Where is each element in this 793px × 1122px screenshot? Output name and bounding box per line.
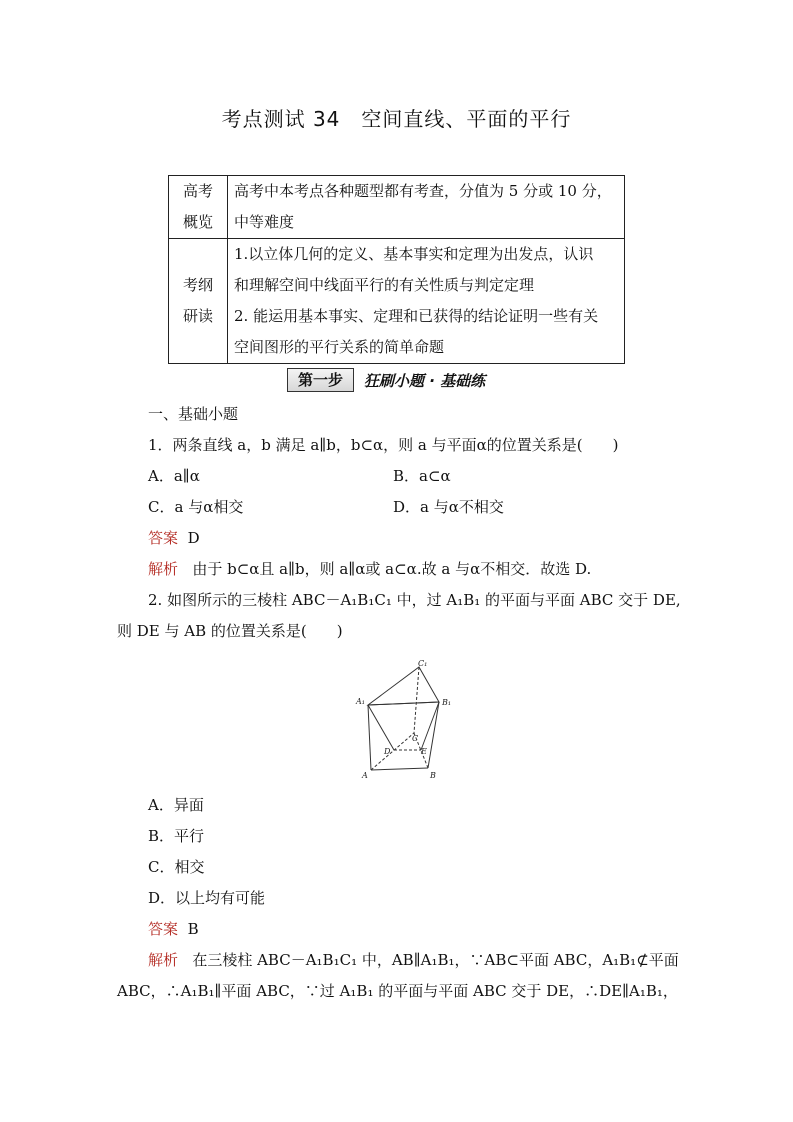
analysis-text: 由于 b⊂α且 a∥b，则 a∥α或 a⊂α.故 a 与α不相交．故选 D. — [192, 560, 592, 578]
row-content-line: 中等难度 — [234, 213, 295, 231]
exam-overview-table — [168, 175, 625, 364]
answer-label: 答案 — [148, 920, 179, 938]
edge-ab — [371, 768, 428, 770]
row-content — [228, 176, 625, 239]
question-2-stem-line-2: 则 DE 与 AB 的位置关系是( ) — [117, 622, 343, 640]
label-c: C — [412, 734, 419, 743]
edge-b1b — [428, 702, 439, 768]
label-a: A — [362, 771, 368, 780]
label-c1: C₁ — [418, 659, 428, 668]
label-b: B — [430, 771, 436, 780]
row-header-line: 考纲 — [182, 276, 213, 294]
row-content-line: 和理解空间中线面平行的有关性质与判定定理 — [234, 276, 535, 294]
section-heading: 一、基础小题 — [148, 405, 239, 423]
question-2-answer — [148, 919, 199, 939]
step-text: 狂刷小题 · 基础练 — [364, 371, 486, 390]
question-2-option-c: C．相交 — [148, 858, 205, 876]
answer-value: D — [187, 529, 200, 547]
row-header — [169, 176, 228, 239]
row-content-line: 高考中本考点各种题型都有考查，分值为 5 分或 10 分， — [234, 182, 612, 200]
segment-a1d — [368, 705, 394, 750]
question-1-stem: 1．两条直线 a，b 满足 a∥b，b⊂α，则 a 与平面α的位置关系是( ) — [148, 436, 619, 454]
step-banner — [287, 368, 485, 392]
edge-a1b1 — [368, 702, 439, 705]
label-a1: A₁ — [356, 697, 365, 706]
question-2-analysis-line-2: ABC，∴A₁B₁∥平面 ABC，∵过 A₁B₁ 的平面与平面 ABC 交于 DE，∴DE∥A₁B₁， — [117, 982, 678, 1000]
answer-label: 答案 — [148, 529, 179, 547]
row-content-line: 1.以立体几何的定义、基本事实和定理为出发点，认识 — [234, 245, 594, 263]
answer-value: B — [187, 920, 199, 938]
question-2-option-b: B．平行 — [148, 827, 205, 845]
question-2-option-a: A．异面 — [148, 796, 204, 814]
question-1-answer — [148, 528, 200, 548]
edge-ac — [371, 733, 414, 770]
question-1-analysis — [148, 559, 591, 579]
analysis-text: 在三棱柱 ABC－A₁B₁C₁ 中，AB∥A₁B₁，∵AB⊂平面 ABC，A₁B₁⊄平面 — [192, 951, 679, 969]
label-d: D — [384, 747, 391, 756]
question-1-option-b: B．a⊂α — [393, 467, 451, 485]
edge-a1a — [368, 705, 371, 770]
row-content-line: 空间图形的平行关系的简单命题 — [234, 338, 445, 356]
row-content-line: 2. 能运用基本事实、定理和已获得的结论证明一些有关 — [234, 307, 599, 325]
row-header-line: 高考 — [182, 182, 213, 200]
row-header-line: 概览 — [182, 213, 213, 231]
triangular-prism-figure — [355, 655, 465, 780]
step-label: 第一步 — [287, 368, 354, 392]
analysis-label: 解析 — [148, 951, 179, 969]
analysis-label: 解析 — [148, 560, 179, 578]
label-e: E — [421, 747, 427, 756]
label-b1: B₁ — [442, 698, 452, 707]
question-2-analysis-line-1 — [148, 950, 679, 970]
question-2-option-d: D．以上均有可能 — [148, 889, 266, 907]
question-1-option-a: A．a∥α — [148, 467, 200, 485]
segment-b1e — [421, 702, 439, 750]
question-1-option-c: C．a 与α相交 — [148, 498, 244, 516]
table-row — [169, 176, 625, 239]
question-2-stem-line-1: 2. 如图所示的三棱柱 ABC－A₁B₁C₁ 中，过 A₁B₁ 的平面与平面 ABC 交于 DE, — [148, 591, 681, 609]
question-1-option-d: D．a 与α不相交 — [393, 498, 504, 516]
page-title: 考点测试 34 空间直线、平面的平行 — [221, 107, 572, 131]
row-content — [228, 239, 625, 364]
edge-c1c — [414, 667, 419, 733]
top-triangle — [368, 667, 439, 705]
row-header — [169, 239, 228, 364]
table-row — [169, 239, 625, 364]
row-header-line: 研读 — [182, 307, 213, 325]
